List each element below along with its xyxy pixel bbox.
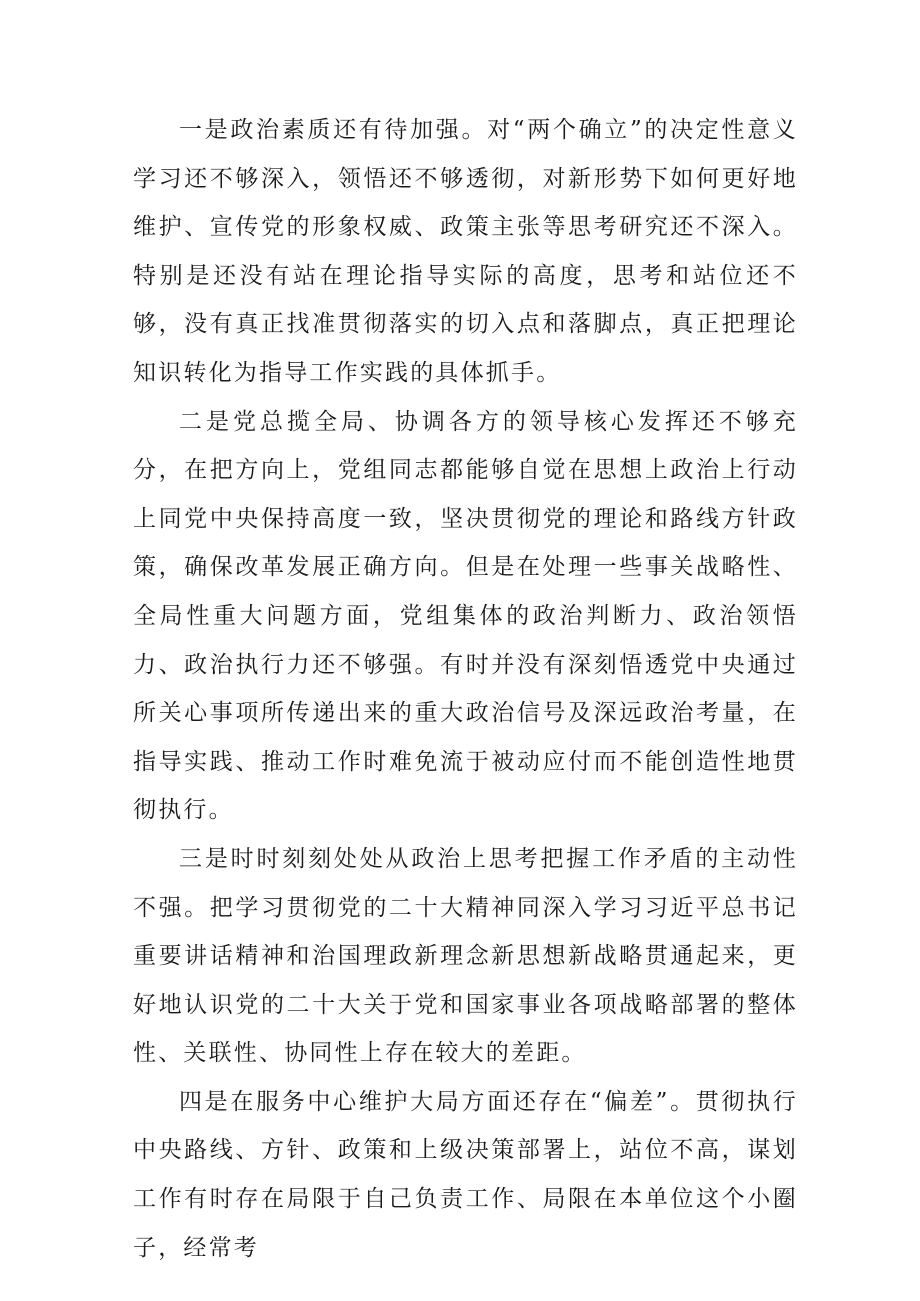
document-body [133,106,798,1272]
paragraph-leadership-core: 二是党总揽全局、协调各方的领导核心发挥还不够充分，在把方向上，党组同志都能够自觉在思想上政治上行动上同党中央保持高度一致，坚决贯彻党的理论和路线方针政策，确保改革发展正确方向。但是在处理一些事关战略性、全局性重大问题方面，党组集体的政治判断力、政治领悟力、政治执行力还不够强。有时并没有深刻悟透党中央通过所关心事项所传递出来的重大政治信号及深远政治考量，在指导实践、推动工作时难免流于被动应付而不能创造性地贯彻执行。 [133,408,798,824]
paragraph-serving-center: 四是在服务中心维护大局方面还存在“偏差”。贯彻执行中央路线、方针、政策和上级决策部署上，站位不高，谋划工作有时存在局限于自己负责工作、局限在本单位这个小圈子，经常考 [133,1088,798,1261]
paragraph-political-quality: 一是政治素质还有待加强。对“两个确立”的决定性意义学习还不够深入，领悟还不够透彻，对新形势下如何更好地维护、宣传党的形象权威、政策主张等思考研究还不深入。特别是还没有站在理论指导实际的高度，思考和站位还不够，没有真正找准贯彻落实的切入点和落脚点，真正把理论知识转化为指导工作实践的具体抓手。 [133,117,798,386]
paragraph-political-initiative: 三是时时刻刻处处从政治上思考把握工作矛盾的主动性不强。把学习贯彻党的二十大精神同深入学习习近平总书记重要讲话精神和治国理政新理念新思想新战略贯通起来，更好地认识党的二十大关于党和国家事业各项战略部署的整体性、关联性、协同性上存在较大的差距。 [133,845,798,1067]
